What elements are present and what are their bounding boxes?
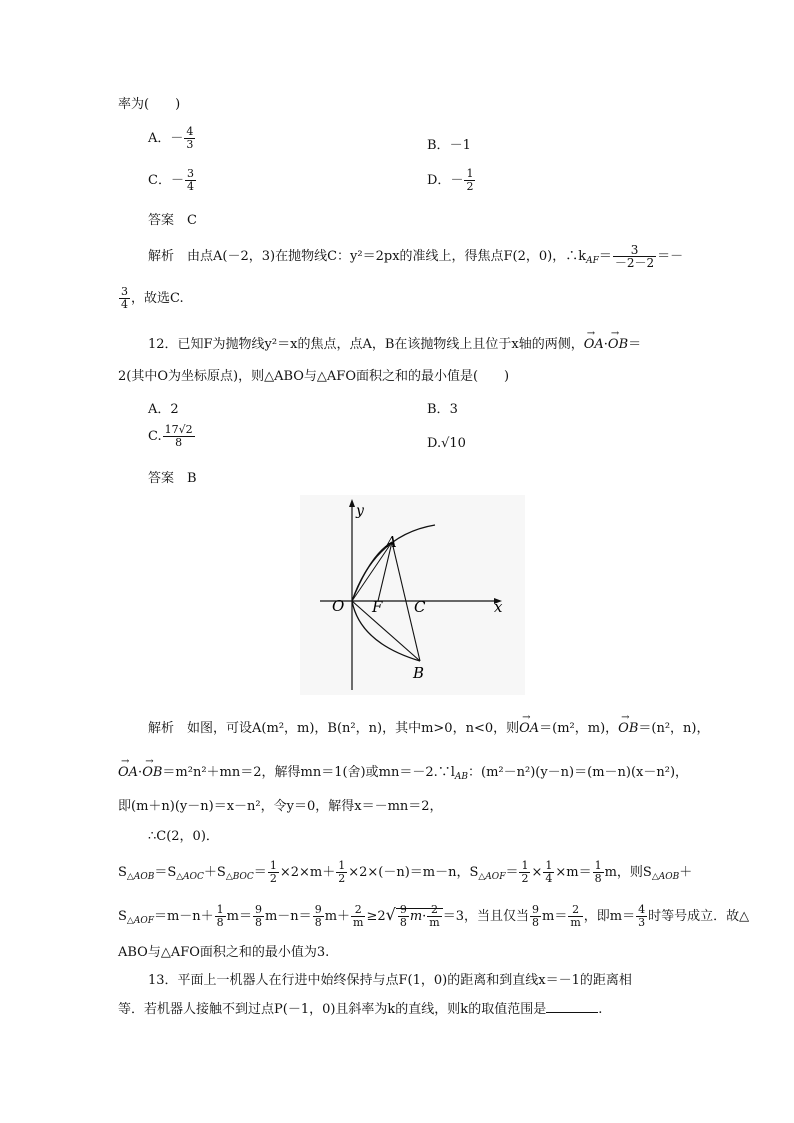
q12-analysis-line6: $S_{\triangle AOF}=m-n+$ $\frac{1}{8}$ m＝ $\frac{9}{8}$ m－n＝ $\frac{9}{8}$ m＋ $\frac{2}{m}$ ≥2√ $\frac{9}{8}$ m· $\frac{2}{m}$ ＝3，当且仅当 $\frac{9}{8}$ m＝ $\frac{2}{m}$ ，即m＝ $\frac{4}{3}$ 时等号成立．故△: [118, 903, 750, 929]
q11-analysis-line2: $\frac{3}{4}$ ，故选C.: [121, 285, 184, 311]
q11-analysis-line1: 解析 由点A(－2，3)在抛物线C：y²＝2px的准线上，得焦点F(2，0)，$\therefore k_{AF}=$ $\frac{3}{-2-2}$ ＝－: [148, 243, 684, 270]
answer-blank[interactable]: [546, 1000, 598, 1013]
q12-option-d: D.√10: [427, 436, 466, 451]
label-y: y: [356, 503, 364, 519]
q11-option-b: B．－1: [427, 138, 471, 153]
label-a: A: [386, 533, 397, 551]
parabola-figure: [300, 495, 525, 695]
q11-stem-tail: 率为( ): [118, 97, 181, 112]
q11-option-d: D．－ $\frac{1}{2}$: [427, 167, 474, 193]
label-x: x: [494, 598, 503, 616]
q12-option-b: B．3: [427, 402, 458, 417]
q11-option-a: A．－ $\frac{4}{3}$: [148, 125, 194, 151]
q12-answer: 答案 B: [148, 471, 197, 486]
label-b: B: [413, 664, 425, 682]
q12-analysis-line7: ABO与△AFO面积之和的最小值为3.: [118, 945, 330, 960]
q12-option-a: A．2: [148, 402, 179, 417]
q12-analysis-line4: ∴C(2，0)．: [148, 829, 219, 844]
q12-stem-line2: 2(其中O为坐标原点)，则△ABO与△AFO面积之和的最小值是( ): [118, 369, 510, 384]
q12-analysis-line3: 即(m＋n)(y－n)＝x－n²，令y＝0，解得x＝－mn＝2，: [118, 799, 443, 814]
q12-analysis-line1: 解析 如图，可设A(m²，m)，B(n²，n)，其中m>0，n<0，则→ OA＝(m²，m)，→ OB＝(n²，n)，: [148, 720, 710, 738]
q12-stem-line1: 12．已知F为抛物线y²＝x的焦点，点A，B在该抛物线上且位于x轴的两侧，→ OA·→ OB＝: [148, 336, 641, 354]
q11-option-c: C．－ $\frac{3}{4}$: [148, 167, 194, 193]
label-c: C: [414, 598, 426, 616]
label-f: F: [372, 598, 383, 616]
q11-answer: 答案 C: [148, 213, 197, 228]
q12-analysis-line2: → OA·→ OB＝m²n²＋mn＝2，解得mn＝1(舍)或$mn=-2.\because l_{AB}$：(m²－n²)(y－n)＝(m－n)(x－n²)，: [118, 764, 688, 786]
q13-line1: 13．平面上一机器人在行进中始终保持与点F(1，0)的距离和到直线x＝－1的距离相: [148, 973, 632, 988]
label-o: O: [332, 597, 345, 615]
q13-line2: 等．若机器人接触不到过点P(－1，0)且斜率为k的直线，则k的取值范围是 .: [118, 1002, 603, 1017]
q12-option-c: C. $\frac{17√2}{8}$: [148, 423, 193, 449]
q12-analysis-line5: $S_{\triangle AOB}=S_{\triangle AOC}+S_{\triangle BOC}=$ $\frac{1}{2}$ ×2×m＋ $\frac{1}{2}$ ×2×(－n)＝m－n，$S_{\triangle AOF}=$ $\frac{1}{2}$ × $\frac{1}{4}$ ×m＝ $\frac{1}{8}$ m，则$S_{\triangle AOB}+$: [118, 859, 693, 885]
